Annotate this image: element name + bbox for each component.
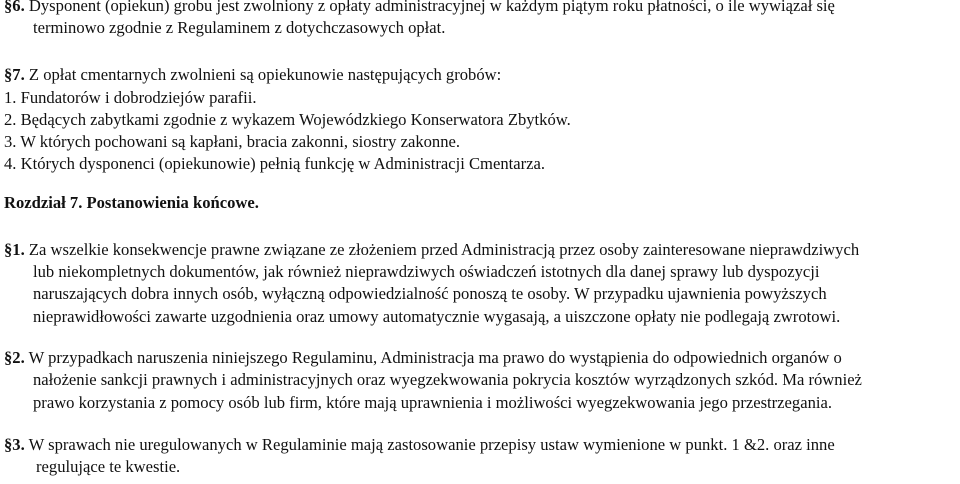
paragraph-1-text-4: nieprawidłowości zawarte uzgodnienia oraz umowy automatycznie wygasają, a uiszczone opłaty nie podlegają zwrotowi. — [33, 307, 841, 326]
section-6-line-1 — [4, 0, 835, 17]
paragraph-3-text-1: W sprawach nie uregulowanych w Regulaminie mają zastosowanie przepisy ustaw wymienione w punkt. 1 &2. oraz inne — [28, 435, 835, 454]
section-7-number: §7. — [4, 65, 25, 84]
paragraph-2-line-1 — [4, 347, 842, 369]
section-6-text-2: terminowo zgodnie z Regulaminem z dotychczasowych opłat. — [33, 18, 446, 37]
paragraph-2-text-2: nałożenie sankcji prawnych i administracyjnych oraz wyegzekwowania pokrycia kosztów wyrządzonych szkód. Ma również — [33, 370, 862, 389]
paragraph-3-line-1 — [4, 434, 835, 456]
paragraph-3-number: §3. — [4, 435, 25, 454]
section-7-item-1: 1. Fundatorów i dobrodziejów parafii. — [4, 88, 257, 107]
paragraph-1-text-3: naruszających dobra innych osób, wyłączną odpowiedzialność ponoszą te osoby. W przypadku ujawnienia powyższych — [33, 284, 827, 303]
paragraph-3-text-2: regulujące te kwestie. — [36, 457, 181, 476]
paragraph-1-text-2: lub niekompletnych dokumentów, jak również nieprawdziwych oświadczeń istotnych dla danej sprawy lub dyspozycji — [33, 262, 820, 281]
paragraph-2-text-3: prawo korzystania z pomocy osób lub firm, które mają uprawnienia i możliwości wyegzekwowania jego przestrzegania. — [33, 393, 832, 412]
paragraph-1-number: §1. — [4, 240, 25, 259]
section-6-number: §6. — [4, 0, 25, 15]
paragraph-1-text-1: Za wszelkie konsekwencje prawne związane ze złożeniem przed Administracją przez osoby zainteresowane nieprawdziwych — [28, 240, 860, 259]
section-7-item-3: 3. W których pochowani są kapłani, bracia zakonni, siostry zakonne. — [4, 132, 461, 151]
chapter-heading — [4, 192, 259, 214]
paragraph-2-number: §2. — [4, 348, 25, 367]
section-7-intro — [4, 64, 501, 86]
section-7-intro-text: Z opłat cmentarnych zwolnieni są opiekunowie następujących grobów: — [28, 65, 502, 84]
section-6-text-1: Dysponent (opiekun) grobu jest zwolniony z opłaty administracyjnej w każdym piątym roku płatności, o ile wywiązał się — [28, 0, 835, 15]
paragraph-2-text-1: W przypadkach naruszenia niniejszego Regulaminu, Administracja ma prawo do wystąpienia do odpowiednich organów o — [28, 348, 842, 367]
section-7-item-2: 2. Będących zabytkami zgodnie z wykazem Wojewódzkiego Konserwatora Zbytków. — [4, 110, 571, 129]
paragraph-1-line-1 — [4, 239, 859, 261]
section-7-item-4: 4. Których dysponenci (opiekunowie) pełnią funkcję w Administracji Cmentarza. — [4, 154, 545, 173]
chapter-title: Rozdział 7. Postanowienia końcowe. — [4, 193, 259, 212]
